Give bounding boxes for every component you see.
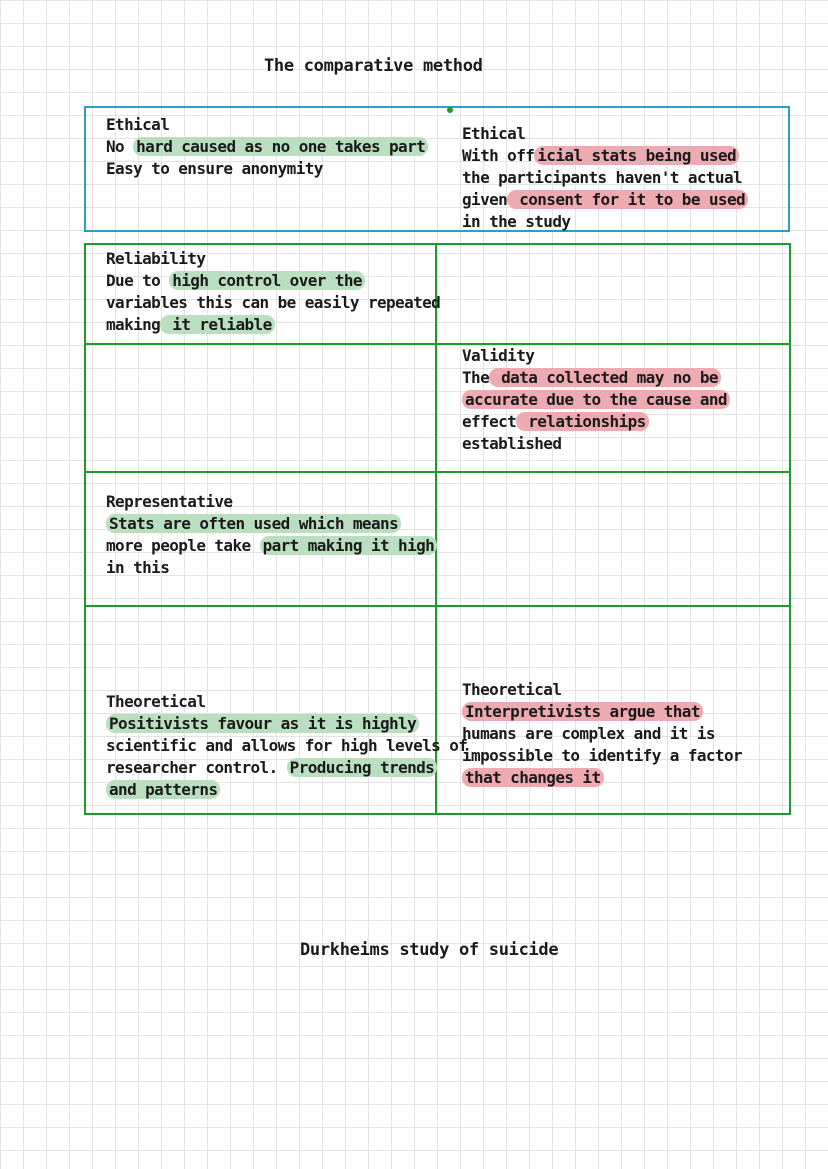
cell-heading: Validity — [462, 346, 535, 365]
cell-line: in the study — [462, 212, 571, 231]
cell-line — [106, 513, 437, 535]
cell-line — [106, 713, 467, 735]
green-highlight: it reliable — [160, 315, 274, 334]
table-row-divider-3 — [84, 605, 791, 607]
validity-cell — [462, 345, 730, 455]
cell-heading: Representative — [106, 492, 233, 511]
cell-line: Easy to ensure anonymity — [106, 159, 323, 178]
cell-heading: Theoretical — [106, 692, 206, 711]
green-highlight: part making it high — [260, 536, 438, 555]
cell-heading: Theoretical — [462, 680, 562, 699]
cell-heading: Ethical — [462, 124, 526, 143]
green-highlight: Stats are often used which means — [106, 514, 401, 533]
ethical-strength-cell — [106, 114, 428, 180]
cell-line — [462, 701, 742, 723]
cell-line: scientific and allows for high levels of — [106, 736, 468, 755]
cell-line: Due to high control over the — [106, 270, 440, 292]
cell-line: more people take part making it high — [106, 535, 437, 557]
pink-highlight: consent for it to be used — [507, 190, 748, 209]
cell-line — [106, 779, 467, 801]
reliability-cell — [106, 248, 440, 336]
cell-line: effect relationships — [462, 411, 730, 433]
cell-line: The data collected may no be — [462, 367, 730, 389]
cell-line: humans are complex and it is — [462, 724, 715, 743]
ethical-weakness-cell — [462, 123, 748, 233]
cell-line — [462, 767, 742, 789]
cell-line: impossible to identify a factor — [462, 746, 743, 765]
cell-line: variables this can be easily repeated — [106, 293, 441, 312]
footer-title: Durkheims study of suicide — [300, 940, 559, 960]
cell-line: given consent for it to be used — [462, 189, 748, 211]
pink-highlight: relationships — [516, 412, 648, 431]
green-highlight: hard caused as no one takes part — [133, 137, 428, 156]
cell-line: the participants haven't actual — [462, 168, 743, 187]
pink-highlight: that changes it — [462, 768, 604, 787]
cell-line: established — [462, 434, 562, 453]
table-row-divider-2 — [84, 471, 791, 473]
green-highlight: high control over the — [169, 271, 365, 290]
pen-dot — [447, 107, 453, 113]
cell-heading: Reliability — [106, 249, 206, 268]
page-title: The comparative method — [264, 56, 483, 76]
green-highlight: and patterns — [106, 780, 220, 799]
green-highlight: Producing trends — [287, 758, 438, 777]
pink-highlight: Interpretivists argue that — [462, 702, 703, 721]
cell-line: making it reliable — [106, 314, 440, 336]
cell-line: No hard caused as no one takes part — [106, 136, 428, 158]
pink-highlight: data collected may no be — [489, 368, 721, 387]
cell-line: in this — [106, 558, 170, 577]
theoretical-strength-cell — [106, 691, 467, 801]
cell-line: With off icial stats being used — [462, 145, 748, 167]
pink-highlight: icial stats being used — [534, 146, 739, 165]
green-highlight: Positivists favour as it is highly — [106, 714, 419, 733]
pink-highlight: accurate due to the cause and — [462, 390, 730, 409]
theoretical-weakness-cell — [462, 679, 742, 789]
representative-cell — [106, 491, 437, 579]
cell-heading: Ethical — [106, 115, 170, 134]
cell-line: researcher control. Producing trends — [106, 757, 467, 779]
cell-line — [462, 389, 730, 411]
